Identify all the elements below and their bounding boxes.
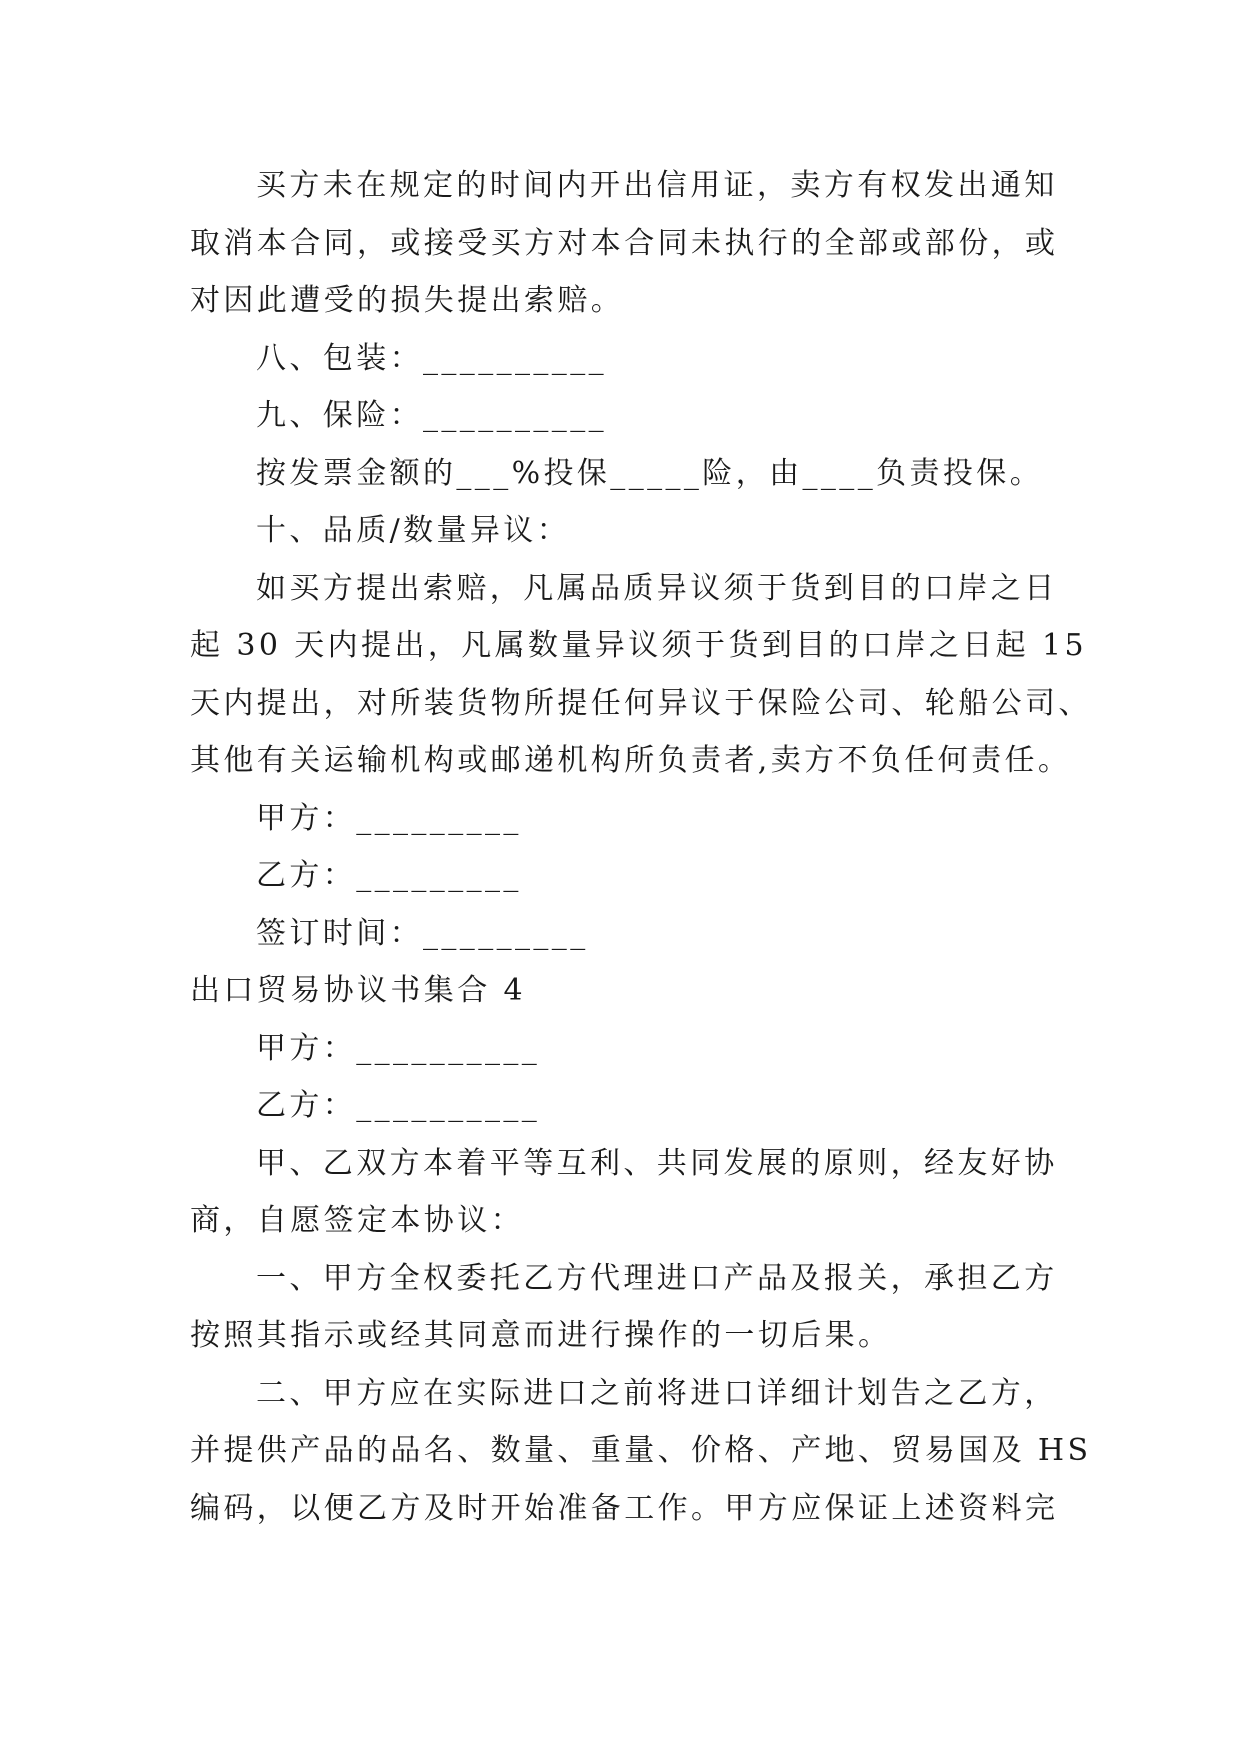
paragraph-line: 一、甲方全权委托乙方代理进口产品及报关，承担乙方 xyxy=(256,1260,1058,1296)
insurance-detail: 按发票金额的___%投保_____险，由____负责投保。 xyxy=(256,455,1044,491)
paragraph-line: 甲、乙双方本着平等互利、共同发展的原则，经友好协 xyxy=(256,1145,1058,1181)
paragraph-line: 商，自愿签定本协议： xyxy=(190,1203,524,1238)
quality-quantity-heading: 十、品质/数量异议： xyxy=(256,513,571,548)
paragraph-line: 对因此遭受的损失提出索赔。 xyxy=(190,283,625,318)
paragraph-line: 其他有关运输机构或邮递机构所负责者,卖方不负任何责任。 xyxy=(190,743,1072,778)
party-a-line: 甲方：__________ xyxy=(256,1030,541,1066)
paragraph-line: 二、甲方应在实际进口之前将进口详细计划告之乙方， xyxy=(256,1375,1058,1411)
paragraph-line: 取消本合同，或接受买方对本合同未执行的全部或部份，或 xyxy=(190,225,1059,261)
paragraph-line: 天内提出，对所装货物所提任何异议于保险公司、轮船公司、 xyxy=(190,685,1092,721)
paragraph-line: 起 30 天内提出，凡属数量异议须于货到目的口岸之日起 15 xyxy=(190,628,1087,663)
packaging-clause: 八、包装：__________ xyxy=(256,340,607,376)
paragraph-line: 编码，以便乙方及时开始准备工作。甲方应保证上述资料完 xyxy=(190,1490,1059,1526)
party-a-signature-line: 甲方：_________ xyxy=(256,800,522,836)
paragraph-line: 买方未在规定的时间内开出信用证，卖方有权发出通知 xyxy=(256,168,1058,203)
insurance-clause: 九、保险：__________ xyxy=(256,398,607,433)
party-b-line: 乙方：__________ xyxy=(256,1088,541,1123)
signing-date-line: 签订时间：_________ xyxy=(256,915,589,951)
paragraph-line: 如买方提出索赔，凡属品质异议须于货到目的口岸之日 xyxy=(256,570,1058,606)
paragraph-line: 按照其指示或经其同意而进行操作的一切后果。 xyxy=(190,1318,892,1353)
party-b-signature-line: 乙方：_________ xyxy=(256,858,522,893)
document-body xyxy=(190,157,1092,1537)
section-title: 出口贸易协议书集合 4 xyxy=(190,973,527,1008)
paragraph-line: 并提供产品的品名、数量、重量、价格、产地、贸易国及 HS xyxy=(190,1433,1092,1468)
